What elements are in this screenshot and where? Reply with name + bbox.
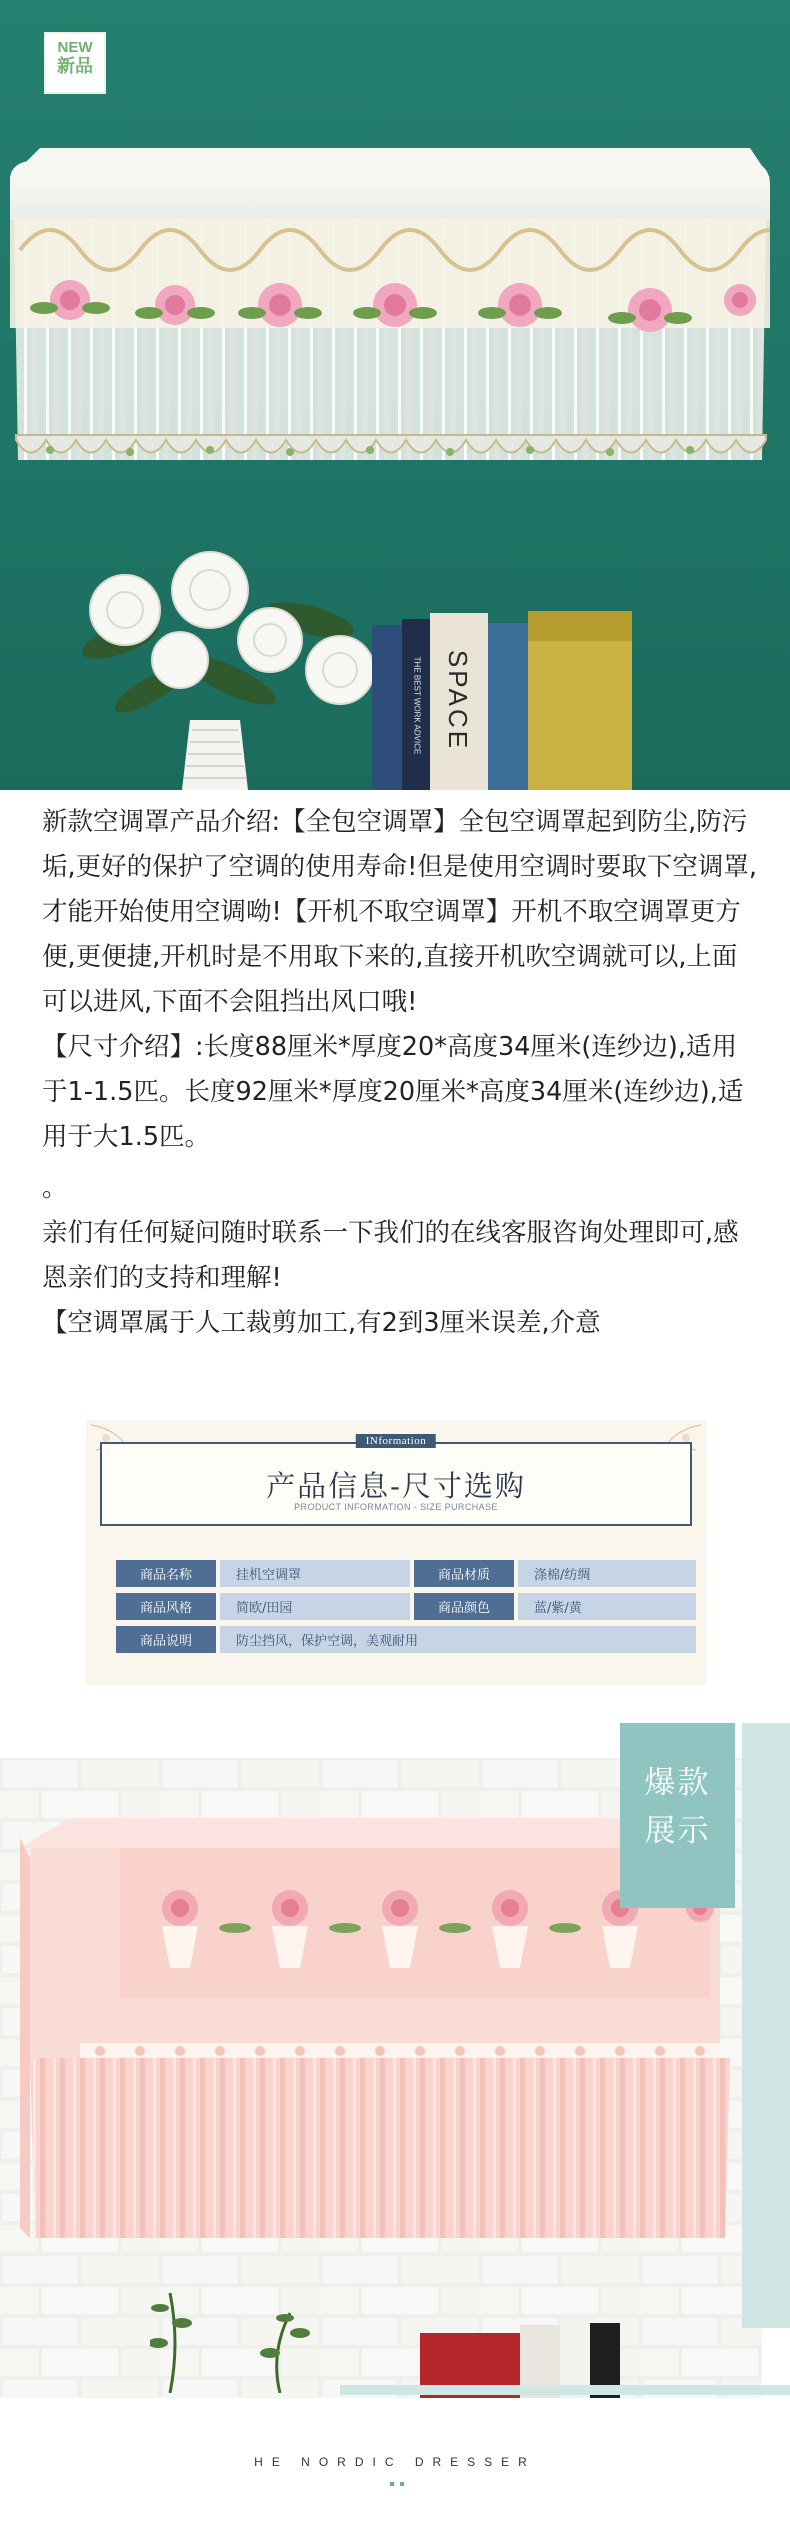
spec-value: 蓝/紫/黄 <box>518 1593 696 1620</box>
spec-value: 防尘挡风，保护空调，美观耐用 <box>220 1626 696 1653</box>
info-tag: INformation <box>356 1434 436 1448</box>
description-paragraph: 【尺寸介绍】:长度88厘米*厚度20*高度34厘米(连纱边),适用于1-1.5匹。长度92厘米*厚度20厘米*高度34厘米(连纱边),适用于大1.5匹。 <box>42 1032 744 1152</box>
new-badge <box>44 32 106 94</box>
new-badge-zh: 新品 <box>57 56 93 77</box>
plant-decoration <box>150 2283 450 2393</box>
product-info-card <box>86 1420 706 1685</box>
spec-key: 商品材质 <box>414 1560 514 1587</box>
spec-key: 商品颜色 <box>414 1593 514 1620</box>
book-spine-title: SPACE <box>443 649 474 751</box>
info-subtitle: PRODUCT INFORMATION - SIZE PURCHASE <box>294 1502 498 1512</box>
spec-table <box>116 1560 696 1659</box>
spec-value: 涤棉/纺绸 <box>518 1560 696 1587</box>
spec-value: 简欧/田园 <box>220 1593 410 1620</box>
info-header <box>100 1435 692 1526</box>
footer-dots-icon <box>390 2482 404 2486</box>
showcase-image <box>0 1723 790 2403</box>
books-decoration <box>372 605 632 790</box>
teal-bar <box>340 2385 790 2395</box>
description-paragraph: 。 <box>42 1173 68 1203</box>
description-paragraph: 亲们有任何疑问随时联系一下我们的在线客服咨询处理即可,感恩亲们的支持和理解! <box>42 1218 739 1293</box>
info-title: 产品信息-尺寸选购 <box>266 1469 526 1503</box>
hero-image <box>0 0 790 790</box>
teal-frame <box>742 1723 790 2328</box>
showcase-badge <box>620 1723 735 1908</box>
table-row <box>116 1626 696 1653</box>
book-spine-subtitle: THE BEST WORK ADVICE <box>412 656 422 754</box>
spec-key: 商品说明 <box>116 1626 216 1653</box>
new-badge-en: NEW <box>57 39 93 56</box>
table-row <box>116 1560 696 1587</box>
description-paragraph: 【空调罩属于人工裁剪加工,有2到3厘米误差,介意 <box>42 1308 601 1338</box>
spec-key: 商品名称 <box>116 1560 216 1587</box>
table-row <box>116 1593 696 1620</box>
rose-vase-decoration <box>80 550 380 790</box>
brand-footer: HE NORDIC DRESSER <box>254 2455 536 2469</box>
description-paragraph: 新款空调罩产品介绍:【全包空调罩】全包空调罩起到防尘,防污垢,更好的保护了空调的使用寿命!但是使用空调时要取下空调罩,才能开始使用空调呦!【开机不取空调罩】开机不取空调罩更方便,更便捷,开机时是不用取下来的,直接开机吹空调就可以,上面可以进风,下面不会阻挡出风口哦! <box>42 807 757 1017</box>
showcase-badge-line1: 爆款 <box>644 1765 711 1801</box>
spec-key: 商品风格 <box>116 1593 216 1620</box>
white-lace-ac-cover <box>10 140 770 510</box>
spec-value: 挂机空调罩 <box>220 1560 410 1587</box>
product-description <box>42 800 762 1346</box>
showcase-badge-line2: 展示 <box>644 1813 711 1849</box>
